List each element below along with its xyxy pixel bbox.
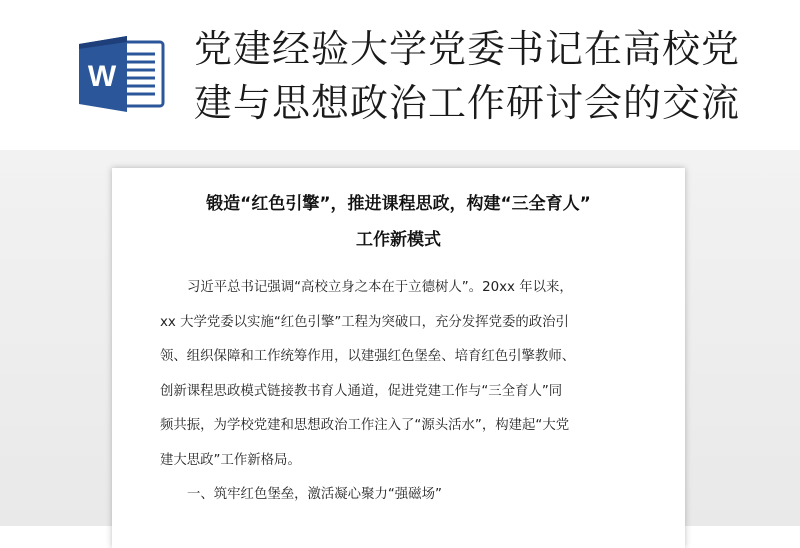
document-title-line: 锻造“红色引擎”，推进课程思政，构建“三全育人”: [206, 194, 591, 214]
document-page: [112, 168, 685, 548]
section-heading: [160, 478, 645, 513]
paragraph-line: xx 大学党委以实施“红色引擎”工程为突破口，充分发挥党委的政治引: [160, 314, 569, 330]
paragraph: [160, 271, 645, 478]
banner-title-line: 党建经验大学党委书记在高校党: [194, 27, 741, 71]
paragraph-line: 习近平总书记强调“高校立身之本在于立德树人”。20xx 年以来，: [187, 280, 573, 295]
banner-title-line: 建与思想政治工作研讨会的交流: [194, 81, 741, 125]
document-title-line: 工作新模式: [356, 230, 441, 250]
paragraph-line: 创新课程思政模式链接教书育人通道，促进党建工作与“三全育人”同: [160, 383, 563, 399]
word-document-icon: [77, 34, 165, 114]
banner: [0, 0, 800, 150]
document-body: [160, 271, 645, 513]
paragraph-line: 频共振，为学校党建和思想政治工作注入了“源头活水”，构建起“大党: [160, 418, 570, 433]
section-heading-text: 一、筑牢红色堡垒，激活凝心聚力“强磁场”: [187, 487, 442, 502]
banner-title: [194, 22, 794, 130]
paragraph-line: 领、组织保障和工作统筹作用，以建强红色堡垒、培育红色引擎教师、: [160, 349, 576, 364]
paragraph-line: 建大思政”工作新格局。: [160, 452, 301, 468]
svg-text:W: W: [87, 60, 117, 93]
document-title: [112, 186, 685, 258]
